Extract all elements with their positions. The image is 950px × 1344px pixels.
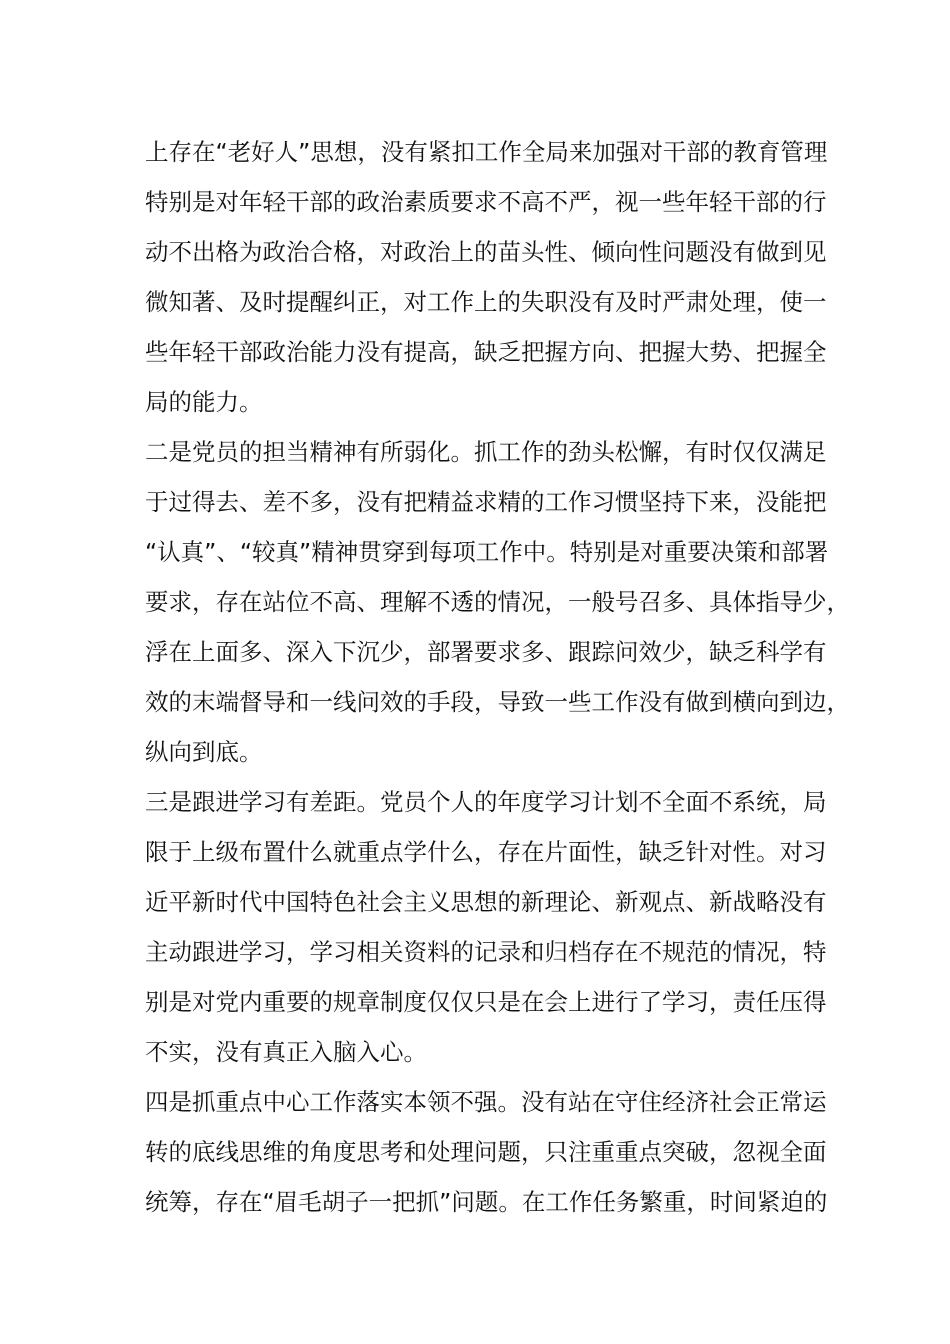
- paragraph-continuation: [145, 133, 835, 433]
- text-line: 三是跟进学习有差距。党员个人的年度学习计划不全面不系统，局: [145, 788, 827, 816]
- text-line: 微知著、及时提醒纠正，对工作上的失职没有及时严肃处理，使一: [145, 288, 827, 316]
- text-line: 别是对党内重要的规章制度仅仅只是在会上进行了学习，责任压得: [145, 988, 827, 1016]
- text-line: 二是党员的担当精神有所弱化。抓工作的劲头松懈，有时仅仅满足: [145, 438, 827, 466]
- paragraph-point-two: [145, 433, 850, 783]
- text-line: 浮在上面多、深入下沉少，部署要求多、跟踪问效少，缺乏科学有: [145, 638, 827, 666]
- text-line: 纵向到底。: [145, 738, 263, 766]
- text-line: 限于上级布置什么就重点学什么，存在片面性，缺乏针对性。对习: [145, 838, 827, 866]
- text-line: 四是抓重点中心工作落实本领不强。没有站在守住经济社会正常运: [145, 1088, 827, 1116]
- text-line: 统筹，存在“眉毛胡子一把抓”问题。在工作任务繁重，时间紧迫的: [145, 1188, 828, 1216]
- text-line: 近平新时代中国特色社会主义思想的新理论、新观点、新战略没有: [145, 888, 827, 916]
- paragraph-point-three: [145, 783, 835, 1083]
- text-line: 些年轻干部政治能力没有提高，缺乏把握方向、把握大势、把握全: [145, 338, 827, 366]
- text-line: 局的能力。: [145, 388, 263, 416]
- text-line: 主动跟进学习，学习相关资料的记录和归档存在不规范的情况，特: [145, 938, 827, 966]
- text-line: 不实，没有真正入脑入心。: [145, 1038, 427, 1066]
- text-line: “认真”、“较真”精神贯穿到每项工作中。特别是对重要决策和部署: [145, 538, 829, 566]
- text-line: 要求，存在站位不高、理解不透的情况，一般号召多、具体指导少，: [145, 588, 850, 616]
- text-line: 转的底线思维的角度思考和处理问题，只注重重点突破，忽视全面: [145, 1138, 827, 1166]
- text-line: 效的末端督导和一线问效的手段，导致一些工作没有做到横向到边，: [145, 688, 850, 716]
- text-line: 于过得去、差不多，没有把精益求精的工作习惯坚持下来，没能把: [145, 488, 827, 516]
- text-line: 动不出格为政治合格，对政治上的苗头性、倾向性问题没有做到见: [145, 238, 827, 266]
- paragraph-point-four: [145, 1083, 835, 1233]
- text-line: 上存在“老好人”思想，没有紧扣工作全局来加强对干部的教育管理: [145, 138, 828, 166]
- document-body: [145, 133, 850, 1233]
- text-line: 特别是对年轻干部的政治素质要求不高不严，视一些年轻干部的行: [145, 188, 827, 216]
